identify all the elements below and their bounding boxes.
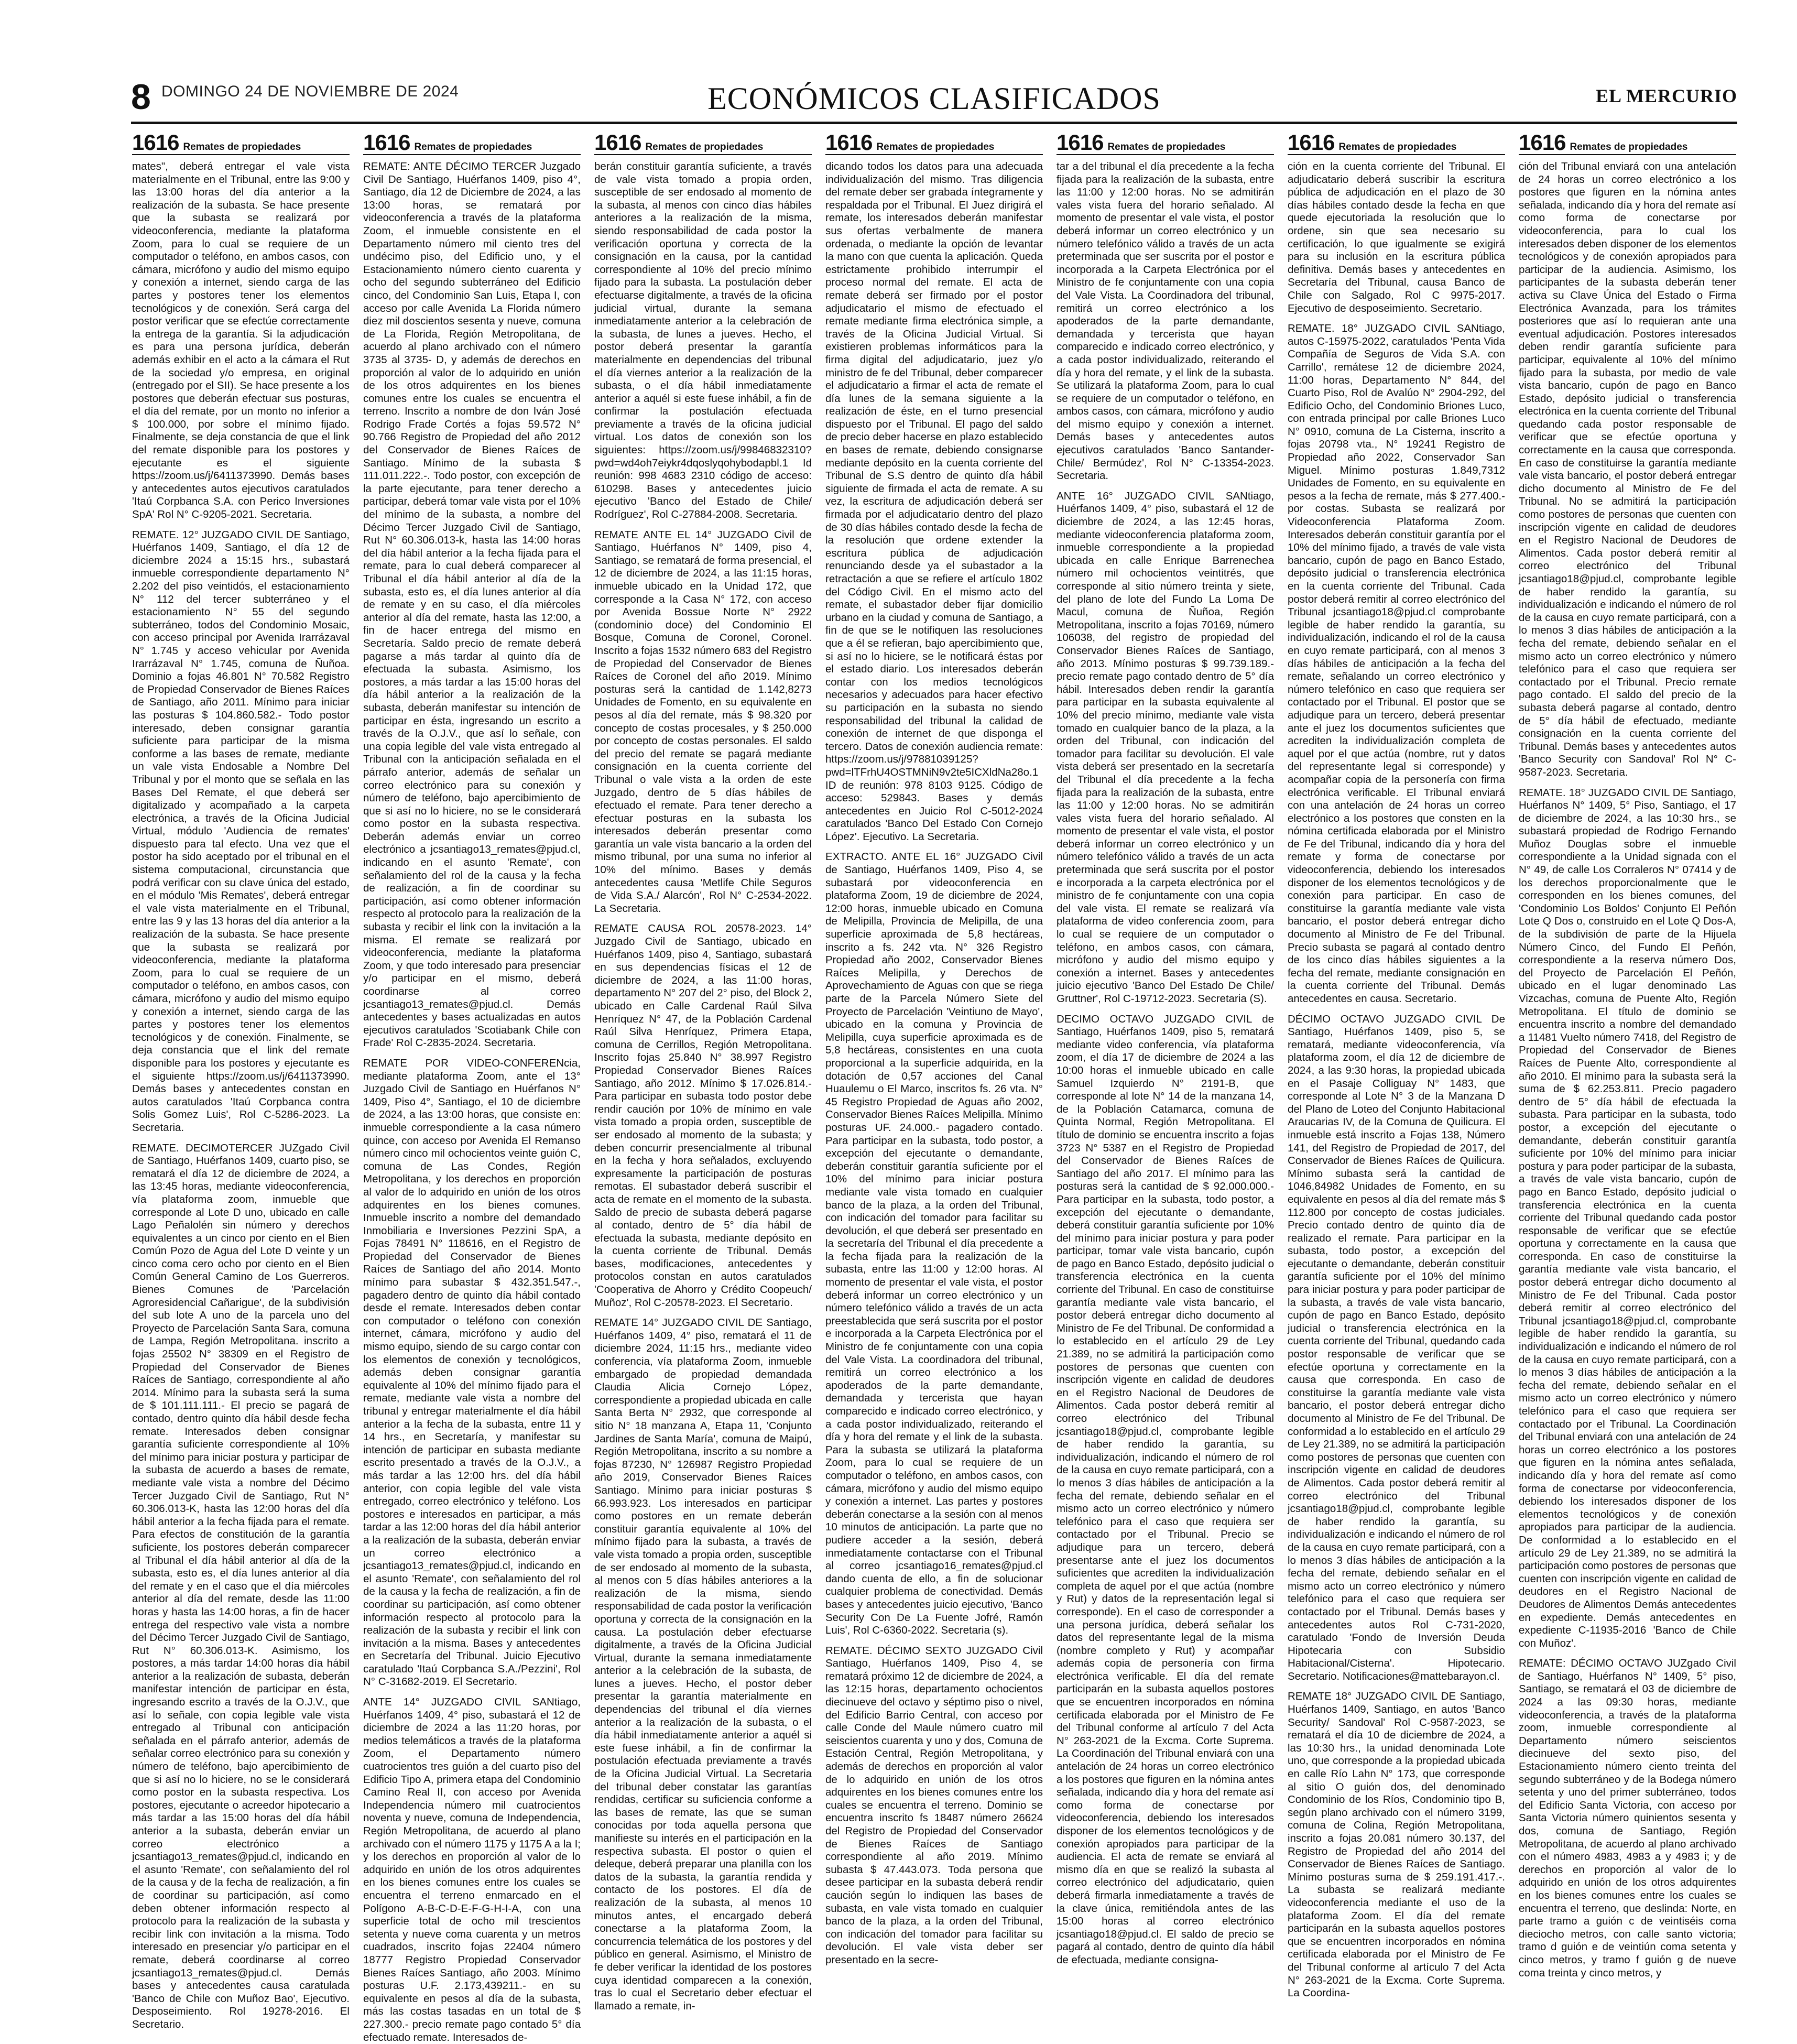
column-body: [132, 160, 350, 2031]
auction-notice: REMATE 14° JUZGADO CIVIL DE Santiago, Huérfanos 1409, 4° piso, rematará el 11 de diciembre 2024, 11:15 hrs., mediante video conferencia, vía plataforma Zoom, inmueble embargado de propiedad demandada Claudia Alicia Cornejo López, correspondiente a propiedad ubicada en calle Santa Berta N° 2932, que corresponde al sitio N° 18 manzana A, Etapa 11, 'Conjunto Jardines de Santa María', comuna de Maipú, Región Metropolitana, inscrito a su nombre a fojas 87230, N° 126987 Registro Propiedad año 2019, Conservador Bienes Raíces Santiago. Mínimo para iniciar posturas $ 66.993.923. Los interesados en participar como postores en un remate deberán constituir garantía equivalente al 10% del mínimo fijado para la subasta, a través de vale vista tomado a propia orden, susceptible de ser endosado al momento de la subasta, al menos con 5 días hábiles anteriores a la realización de la misma, siendo responsabilidad de cada postor la verificación oportuna y correcta de la consignación en la causa. La postulación deber efectuarse digitalmente, a través de la Oficina Judicial Virtual, durante la semana inmediatamente anterior a la celebración de la subasta, de lunes a jueves. Hecho, el postor deber presentar la garantía materialmente en dependencias del tribunal el día viernes anterior a la realización de la subasta, o el día hábil inmediatamente anterior a aquél si este fuese inhábil, a fin de confirmar la postulación efectuada previamente a través de la Oficina Judicial Virtual. La Secretaria del tribunal deber constatar las garantías rendidas, certificar su suficiencia conforme a las bases de remate, las que se suman conocidas por toda aquella persona que manifieste su interés en el participación en la respectiva subasta. El postor o quien el deleque, deberá preparar una planilla con los datos de la subasta, la garantía rendida y contacto de los postores. El día de realización de la subasta, al menos 10 minutos antes, el encargado deberá conectarse a la plataforma Zoom, la concurrencia telemática de los postores y del público en general. Asimismo, el Ministro de fe deber verificar la identidad de los postores cuya identidad comparecen a la conexión, tras lo cual el Secretario deber efectuar el llamado a remate, in-: [594, 1317, 812, 2012]
auction-notice: REMATE: ANTE DÉCIMO TERCER Juzgado Civil De Santiago, Huérfanos 1409, piso 4°, Santiago, día 12 de Diciembre de 2024, a las 13:00 horas, se rematará por videoconferencia a través de la plataforma Zoom, el inmueble consistente en el Departamento número mil ciento tres del undécimo piso, del Edificio uno, y el Estacionamiento número ciento cuarenta y ocho del segundo subterráneo del Edificio cinco, del Condominio San Luis, Etapa I, con acceso por calle Avenida La Florida número diez mil doscientos sesenta y nueve, comuna de La Florida, Región Metropolitana, de acuerdo al plano archivado con el número 3735 al 3735- D, y además de derechos en proporción al valor de lo adquirido en unión de los otros adquirentes en los bienes comunes entre los cuales se encuentra el terreno. Inscrito a nombre de don Iván José Rodrigo Frade Cortés a fojas 59.572 N° 90.766 Registro de Propiedad del año 2012 del Conservador de Bienes Raíces de Santiago. Mínimo de la subasta $ 111.011.222.-. Todo postor, con excepción de la parte ejecutante, para tener derecho a participar, deberá tomar vale vista por el 10% del mínimo de la subasta, a nombre del Décimo Tercer Juzgado Civil de Santiago, Rut N° 60.306.013-k, hasta las 14:00 horas del día hábil anterior a la fecha fijada para el remate, para lo cual deberá comparecer al Tribunal el día hábil anterior al día de la subasta, esto es, el día lunes anterior al día de remate y en su caso, el día miércoles anterior al día del remate, hasta las 12:00, a fin de hacer entrega del mismo en Secretaría. Saldo precio de remate deberá pagarse a más tardar al quinto día de efectuada la subasta. Asimismo, los postores, a más tardar a las 15:00 horas del día hábil anterior a la realización de la subasta, deberán manifestar su intención de participar en ésta, ingresando un escrito a través de la O.J.V., que así lo señale, con una copia legible del vale vista entregado al Tribunal con la anticipación señalada en el párrafo anterior, además de señalar un correo electrónico para su conexión y número de teléfono, bajo apercibimiento de que si así no lo hiciere, no se le considerará como postor en la subasta respectiva. Deberán además enviar un correo electrónico a jcsantiago13_remates@pjud.cl, indicando en el asunto 'Remate', con señalamiento del rol de la causa y la fecha de realización, a fin de coordinar su participación, así como obtener información respecto al protocolo para la realización de la subasta y recibir el link con la invitación a la misma. El remate se realizará por videoconferencia, mediante la plataforma Zoom, y que todo interesado para presenciar y/o participar en el mismo, deberá coordinarse al correo jcsantiago13_remates@pjud.cl. Demás antecedentes y bases actualizadas en autos ejecutivos caratulados 'Scotiabank Chile con Frade' Rol C-2835-2024. Secretaria.: [363, 160, 581, 1049]
column-body: [363, 160, 581, 2044]
auction-notice: REMATE. 12° JUZGADO CIVIL DE Santiago, Huérfanos 1409, Santiago, el día 12 de diciembre 2024 a 15:15 hrs., subastará inmueble correspondiente departamento N° 2.202 del piso veintidós, el estacionamiento N° 112 del tercer subterráneo y el estacionamiento N° 55 del segundo subterráneo, todos del Condominio Mosaic, con acceso principal por Avenida Irarrázaval N° 1.745 y acceso vehicular por Avenida Irarrázaval N° 1.745, comuna de Ñuñoa. Dominio a fojas 46.801 N° 70.582 Registro de Propiedad Conservador de Bienes Raíces de Santiago, año 2011. Mínimo para iniciar las posturas $ 104.860.582.- Todo postor interesado, deben consignar garantía suficiente para participar de la misma conforme a las bases de remate, mediante un vale vista Endosable a Nombre Del Tribunal y por el monto que se señala en las Bases Del Remate, el que deberá ser digitalizado y acompañado a la carpeta electrónica, a través de la Oficina Judicial Virtual, módulo 'Audiencia de remates' dispuesto para tal efecto. Una vez que el postor ha sido aceptado por el tribunal en el sistema computacional, circunstancia que podrá verificar con su clave única del estado, en el módulo 'Mis Remates', deberá entregar el vale vista materialmente en el Tribunal, entre las 9 y las 13 horas del día anterior a la realización de la subasta. Se hace presente que la subasta se realizará por videoconferencia, mediante la plataforma Zoom, para lo cual se requiere de un computador o teléfono, en ambos casos, con cámara, micrófono y audio del mismo equipo y conexión a internet, siendo carga de las partes y postores tener los elementos tecnológicos y de conexión. Finalmente, se deja constancia que el link del remate disponible para los postores y ejecutante es el siguiente https://zoom.us/j/6411373990. Demás bases y antecedentes constan en autos caratulados 'Itaú Corpbanca contra Solis Gomez Luis', Rol C-5286-2023. La Secretaria.: [132, 528, 350, 1134]
column-6: [1288, 128, 1505, 1999]
auction-notice: REMATE. DÉCIMO SEXTO JUZGADO Civil Santiago, Huérfanos 1409, Piso 4, se rematará próximo 12 de diciembre de 2024, a las 12:15 horas, departamento ochocientos diecinueve del octavo y séptimo piso o nivel, del Edificio Barrio Central, con acceso por calle Conde del Maule número cuatro mil seiscientos cuarenta y uno y dos, Comuna de Estación Central, Región Metropolitana, y además de derechos en proporción al valor de lo adquirido en unión de los otros adquirentes en los bienes comunes entre los cuales se encuentra el terreno. Dominio se encuentra inscrito fs 18487 número 26624 del Registro de Propiedad del Conservador de Bienes Raíces de Santiago correspondiente al año 2019. Mínimo subasta $ 47.443.073. Toda persona que desee participar en la subasta deberá rendir caución según lo indiquen las bases de subasta, en vale vista tomado en cualquier banco de la plaza, a la orden del Tribunal, con indicación del tomador para facilitar su devolución. El vale vista deber ser presentado en la secre-: [825, 1644, 1043, 1966]
auction-notice: REMATE. 18° JUZGADO CIVIL SANtiago, autos C-15975-2022, caratulados 'Penta Vida Compañía de Seguros de Vida S.A. con Carrillo', remátese 12 de diciembre 2024, 11:00 horas, Departamento N° 844, del Cuarto Piso, Rol de Avalúo N° 2904-292, del Edificio Ocho, del Condominio Briones Luco, con entrada principal por calle Briones Luco N° 0910, comuna de La Cisterna, inscrito a fojas 20798 vta., N° 19241 Registro de Propiedad año 2022, Conservador San Miguel. Mínimo posturas 1.849,7312 Unidades de Fomento, en su equivalente en pesos a la fecha de remate, más $ 277.400.- por costas. Subasta se realizará por Videoconferencia Plataforma Zoom. Interesados deberán constituir garantía por el 10% del mínimo fijado, a través de vale vista bancario, cupón de pago en Banco Estado, depósito judicial o transferencia electrónica en la cuenta corriente del Tribunal. Cada postor deberá remitir al correo electrónico del Tribunal jcsantiago18@pjud.cl comprobante legible de haber rendido la garantía, su individualización, indicando el rol de la causa en cuyo remate participará, con al menos 3 días hábiles de anticipación a la fecha del remate, señalando un correo electrónico y número telefónico en caso que requiera ser contactado por el Tribunal. El postor que se adjudique para un tercero, deberá presentar ante el juez los documentos suficientes que acrediten la individualización completa de aquel por el que actúa (nombre, rut y datos del representante legal si corresponde) y acompañar copia de la personería con firma electrónica verificable. El Tribunal enviará con una antelación de 24 horas un correo electrónico a los postores que consten en la nómina certificada elaborada por el Ministro de Fe del Tribunal, indicando día y hora del remate y forma de conectarse por videoconferencia, debiendo los interesados disponer de los elementos tecnológicos y de conexión para participar. En caso de constituirse la garantía mediante vale vista bancario, el postor deberá entregar dicho documento al Ministro de Fe del Tribunal. Precio subasta se pagará al contado dentro de los cinco días hábiles siguientes a la fecha del remate, mediante consignación en la cuenta corriente del Tribunal. Demás antecedentes en causa. Secretario.: [1288, 322, 1505, 1005]
auction-notice: mates", deberá entregar el vale vista materialmente en el Tribunal, entre las 9:00 y las 13:00 horas del día anterior a la realización de la subasta. Se hace presente que la subasta se realizará por videoconferencia, mediante la plataforma Zoom, para lo cual se requiere de un computador o teléfono, en ambos casos, con cámara, micrófono y audio del mismo equipo y conexión a internet, siendo carga de las partes y postores tener los elementos tecnológicos y de conexión. Será carga del postor verificar que se efectúe correctamente la entrega de la garantía. Si la adjudicación es para una persona jurídica, deberán además exhibir en el acto a la cámara el Rut de la sociedad y/o empresa, en original (entregado por el SII). Se hace presente a los postores que deberán efectuar sus posturas, el día del remate, por un monto no inferior a $ 100.000, por sobre el mínimo fijado. Finalmente, se deja constancia de que el link del remate disponible para los postores y ejecutante es el siguiente https://zoom.us/j/6411373990. Demás bases y antecedentes autos ejecutivos caratulados 'Itaú Corpbanca S.A. con Perico Inversiones SpA' Rol N° C-9205-2021. Secretaria.: [132, 160, 350, 521]
column-5: [1057, 128, 1274, 1966]
category-label: Remates de propiedades: [414, 142, 532, 153]
column-1: [132, 128, 350, 2030]
auction-notice: tar a del tribunal el día precedente a la fecha fijada para la realización de la subasta, entre las 11:00 y 12:00 horas. No se admitirán vales vista fuera del horario señalado. Al momento de presentar el vale vista, el postor deberá informar un correo electrónico y un número telefónico válido a través de un acta preterminada que ser suscrita por el postor e incorporada a la Carpeta Electrónica por el Ministro de fe conjuntamente con una copia del Vale Vista. La Coordinadora del tribunal, remitirá un correo electrónico a los apoderados de la parte demandante, demandada y tercerista que hayan comparecido e indicado correo electrónico, y a cada postor individualizado, reiterando el día y hora del remate, y el link de la subasta. Se utilizará la plataforma Zoom, para lo cual se requiere de un computador o teléfono, en ambos casos, con cámara, micrófono y audio del mismo equipo y conexión a internet. Demás bases y antecedentes autos ejecutivos caratulados 'Banco Santander-Chile/ Bermúdez', Rol N° C-13354-2023. Secretaria.: [1057, 160, 1274, 482]
section-title: ECONÓMICOS CLASIFICADOS: [707, 81, 1161, 116]
column-body: [594, 160, 812, 2013]
auction-notice: ANTE 16° JUZGADO CIVIL SANtiago, Huérfanos 1409, 4° piso, subastará el 12 de diciembre de 2024, a las 12:45 horas, mediante videoconferencia plataforma zoom, inmueble correspondiente a la propiedad ubicada en calle Enrique Barrenechea número mil ochocientos veintitrés, que corresponde al sitio número treinta y siete, del plano de lote del Fundo La Loma De Macul, comuna de Ñuñoa, Región Metropolitana, inscrito a fojas 70169, número 106038, del registro de propiedad del Conservador Bienes Raíces de Santiago, año 2013. Mínimo posturas $ 99.739.189.- precio remate pago contado dentro de 5° día hábil. Interesados deben rendir la garantía para participar en la subasta equivalente al 10% del precio mínimo, mediante vale vista tomado en cualquier banco de la plaza, a la orden del Tribunal, con indicación del tomador para facilitar su devolución. El vale vista deberá ser presentado en la secretaría del Tribunal el día precedente a la fecha fijada para la realización de la subasta, entre las 11:00 y 12:00 horas. No se admitirán vales vista fuera del horario señalado. Al momento de presentar el vale vista, el postor deberá informar un correo electrónico y un número telefónico válido a través de un acta preterminada que será suscrita por el postor e incorporada a la carpeta electrónica por el ministro de fe conjuntamente con una copia del vale vista. El remate se realizará vía plataforma de video conferencia zoom, para lo cual se requiere de un computador o teléfono, en ambos casos, con cámara, micrófono y audio del mismo equipo y conexión a internet. Bases y antecedentes juicio ejecutivo 'Banco Del Estado De Chile/ Gruttner', Rol C-19712-2023. Secretaria (S).: [1057, 490, 1274, 1005]
publication-name: EL MERCURIO: [1595, 85, 1737, 106]
auction-notice: DECIMO OCTAVO JUZGADO CIVIL de Santiago, Huérfanos 1409, piso 5, rematará mediante video conferencia, vía plataforma zoom, el día 17 de diciembre de 2024 a las 10:00 horas el inmueble ubicado en calle Samuel Izquierdo N° 2191-B, que corresponde al lote N° 14 de la manzana 14, de la Población Catamarca, comuna de Quinta Normal, Región Metropolitana. El título de dominio se encuentra inscrito a fojas 3723 N° 5387 en el Registro de Propiedad del Conservador de Bienes Raíces de Santiago del año 2017. El mínimo para las posturas será la cantidad de $ 92.000.000.- Para participar en la subasta, todo postor, a excepción del ejecutante o demandante, deberá constituir garantía suficiente por 10% del mínimo para iniciar postura y para poder participar, tomar vale vista bancario, cupón de pago en Banco Estado, depósito judicial o transferencia electrónica en la cuenta corriente del Tribunal. En caso de constituirse garantía mediante vale vista bancario, el postor deberá entregar dicho documento al Ministro de Fe del Tribunal. De conformidad a lo establecido en el artículo 29 de Ley 21.389, no se admitirá la participación como postores de personas que cuenten con inscripción vigente en calidad de deudores en el Registro Nacional de Deudores de Alimentos. Cada postor deberá remitir al correo electrónico del Tribunal jcsantiago18@pjud.cl, comprobante legible de haber rendido la garantía, su individualización, indicando el número de rol de la causa en cuyo remate participará, con a lo menos 3 días hábiles de anticipación a la fecha del remate, debiendo señalar en el mismo acto un correo electrónico y número telefónico para el caso que requiera ser contactado por el Tribunal. Precio se adjudique para un tercero, deberá presentarse ante el juez los documentos suficientes que acrediten la individualización completa de aquel por el que actúa (nombre y Rut) y datos de la representación legal si corresponde). En el caso de corresponder a una persona jurídica, deberá señalar los datos del representante legal de la misma (nombre completo y Rut) y acompañar además copia de personería con firma electrónica verificable. El día del remate participarán en la subasta aquellos postores que se encuentren incorporados en nómina certificada elaborada por el Ministro de Fe del Tribunal conforme al artículo 7 del Acta N° 263-2021 de la Excma. Corte Suprema. La Coordinación del Tribunal enviará con una antelación de 24 horas un correo electrónico a los postores que figuren en la nómina antes señalada, indicando día y hora del remate así como forma de conectarse por videoconferencia, debiendo los interesados disponer de los elementos tecnológicos y de conexión apropiados para participar de la audiencia. El acta de remate se enviará al mismo día en que se realizó la subasta al correo electrónico del adjudicatario, quien deberá firmarla inmediatamente a través de la clave única, remitiéndola antes de las 15:00 horas al correo electrónico jcsantiago18@pjud.cl. El saldo de precio se pagará al contado, dentro de quinto día hábil de efectuada, mediante consigna-: [1057, 1013, 1274, 1966]
column-4: [825, 128, 1043, 1966]
column-header: [594, 128, 812, 155]
column-header: [1288, 128, 1505, 155]
column-body: [1288, 160, 1505, 2000]
column-7: [1519, 128, 1736, 1979]
auction-notice: REMATE POR VIDEO-CONFERENcia, mediante plataforma Zoom, ante el 13° Juzgado Civil de Santiago en Huérfanos N° 1409, Piso 4°, Santiago, el 10 de diciembre de 2024, a las 13:00 horas, que consiste en: inmueble correspondiente a la casa número quince, con acceso por Avenida El Remanso número cinco mil ochocientos veinte guión C, comuna de Las Condes, Región Metropolitana, y los derechos en proporción al valor de lo adquirido en unión de los otros adquirentes en los bienes comunes. Inmueble inscrito a nombre del demandado Inmobiliaria e Inversiones Pezzini SpA, a Fojas 78491 N° 118616, en el Registro de Propiedad del Conservador de Bienes Raíces de Santiago del año 2014. Monto mínimo para subastar $ 432.351.547.-, pagadero dentro de quinto día hábil contado desde el remate. Interesados deben contar con computador o teléfono con conexión internet, cámara, micrófono y audio del mismo equipo, siendo de su cargo contar con los elementos de conexión y tecnológicos, además deben consignar garantía equivalente al 10% del mínimo fijado para el remate, mediante vale vista a nombre del tribunal y entregar materialmente el día hábil anterior a la fecha de la subasta, entre 11 y 14 hrs., en Secretaría, y manifestar su intención de participar en subasta mediante escrito presentado a través de la O.J.V., a más tardar a las 12:00 hrs. del día hábil anterior, con copia legible del vale vista entregado, correo electrónico y teléfono. Los postores e interesados en participar, a más tardar a las 12:00 horas del día hábil anterior a la realización de la subasta, deberán enviar un correo electrónico a jcsantiago13_remates@pjud.cl, indicando en el asunto 'Remate', con señalamiento del rol de la causa y la fecha de realización, a fin de coordinar su participación, así como obtener información respecto al protocolo para la realización de la subasta y recibir el link con invitación a la misma. Bases y antecedentes en Secretaría del Tribunal. Juicio Ejecutivo caratulado 'Itaú Corpbanca S.A./Pezzini', Rol N° C-31682-2019. El Secretario.: [363, 1057, 581, 1688]
auction-notice: dicando todos los datos para una adecuada individualización del mismo. Tras diligencia del remate deber ser grabada íntegramente y respaldada por el Tribunal. El Juez dirigirá el remate, los interesados deberán manifestar sus ofertas verbalmente de manera ordenada, o mediante la opción de levantar la mano con que cuenta la aplicación. Queda estrictamente prohibido interrumpir el proceso normal del remate. El acta de remate deberá ser firmado por el postor adjudicatario el mismo de efectuado el remate mediante firma electrónica simple, a través de la Oficina Judicial Virtual. Si existieren problemas informáticos para la firma digital del adjudicatario, juez y/o ministro de fe del Tribunal, deber comparecer el adjudicatario a firmar el acta de remate el día lunes de la semana siguiente a la realización de éste, en el turno presencial dispuesto por el Tribunal. El pago del saldo de precio deber hacerse en plazo establecido en bases de remate, debiendo consignarse mediante depósito en la cuenta corriente del Tribunal de S.S dentro de quinto día hábil siguiente de firmada el acta de remate. A su vez, la escritura de adjudicación deberá ser firmada por el adjudicatario dentro del plazo de 30 días hábiles contado desde la fecha de la resolución que ordene extender la escritura pública de adjudicación renunciando desde ya el subastador a la retractación a que se refiere el artículo 1802 del Código Civil. En el mismo acto del remate, el subastador deber fijar domicilio urbano en la ciudad y comuna de Santiago, a fin de que se le notifiquen las resoluciones que a él se refieran, bajo apercibimiento que, si así no lo hiciere, se le notificará éstas por el estado diario. Los interesados deberán contar con los medios tecnológicos necesarios y adecuados para hacer efectivo su participación en la subasta no siendo responsabilidad del tribunal la calidad de conexión de internet de que disponga el tercero. Datos de conexión audiencia remate: https://zoom.us/j/97881039125?pwd=lTFrhU4OSTMNiN9v2te5ICXldNa28o.1 ID de reunión: 978 8103 9125. Código de acceso: 529843. Bases y demás antecedentes en Juicio Rol C-5012-2024 caratulados 'Banco Del Estado Con Cornejo López'. Ejecutivo. La Secretaria.: [825, 160, 1043, 843]
category-label: Remates de propiedades: [183, 142, 301, 153]
auction-notice: ción en la cuenta corriente del Tribunal. El adjudicatario deberá suscribir la escritura pública de adjudicación en el plazo de 30 días hábiles contado desde la fecha en que quede ejecutoriada la resolución que lo ordene, sin que sea necesario su certificación, lo que igualmente se exigirá para su inclusión en la escritura pública definitiva. Demás bases y antecedentes en Secretaría del Tribunal, causa Banco de Chile con Salgado, Rol C 9975-2017. Ejecutivo de desposeimiento. Secretario.: [1288, 160, 1505, 314]
column-body: [1519, 160, 1736, 1980]
auction-notice: REMATE: DÉCIMO OCTAVO JUZgado Civil de Santiago, Huérfanos N° 1409, 5° piso, Santiago, se rematará el 03 de diciembre de 2024 a las 09:30 horas, mediante videoconferencia, a través de la plataforma zoom, inmueble correspondiente al Departamento número seiscientos diecinueve del sexto piso, del Estacionamiento número ciento treinta del segundo subterráneo y de la Bodega número setenta y uno del primer subterráneo, todos del Edificio Santa Victoria, con acceso por Santa Victoria número quinientos sesenta y dos, comuna de Santiago, Región Metropolitana, de acuerdo al plano archivado con el número 4983, 4983 a y 4983 i; y de derechos en proporción al valor de lo adquirido en unión de los otros adquirentes en los bienes comunes entre los cuales se encuentra el terreno, que deslinda: Norte, en parte tramo a guión c de veintiséis coma dieciocho metros, con calle santo victoria; tramo d guión e de veintiún coma setenta y cinco metros, y tramo f guión g de nueve coma treinta y cinco metros, y: [1519, 1657, 1736, 1979]
column-2: [363, 128, 581, 2043]
category-code: 1616: [363, 130, 410, 155]
auction-notice: EXTRACTO. ANTE EL 16° JUZGADO Civil de Santiago, Huérfanos 1409, Piso 4, se subastará por videoconferencia en plataforma Zoom, 19 de diciembre de 2024, 12:00 horas, inmueble ubicado en Comuna de Melipilla, Provincia de Melipilla, de una superficie aproximada de 5,8 hectáreas, inscrito a fs. 242 vta. N° 326 Registro Propiedad año 2002, Conservador Bienes Raíces Melipilla, y Derechos de Aprovechamiento de Aguas con que se riega parte de la Parcela Número Siete del Proyecto de Parcelación 'Veintiuno de Mayo', ubicado en la comuna y Provincia de Melipilla, cuya superficie aproximada es de 5,8 hectáreas, consistentes en una cuota proporcional a la superficie adquirida, en la dotación de 0,57 acciones del Canal Huaulemu o El Marco, inscritos fs. 26 vta. N° 45 Registro Propiedad de Aguas año 2002, Conservador Bienes Raíces Melipilla. Mínimo posturas UF. 24.000.- pagadero contado. Para participar en la subasta, todo postor, a excepción del ejecutante o demandante, deberán constituir garantía suficiente por el 10% del mínimo para iniciar postura mediante vale vista tomado en cualquier banco de la plaza, a la orden del Tribunal, con indicación del tomador para facilitar su devolución, el que deberá ser presentado en la secretaría del Tribunal el día precedente a la fecha fijada para la realización de la subasta, entre las 11:00 y 12:00 horas. Al momento de presentar el vale vista, el postor deberá informar un correo electrónico y un número telefónico válido a través de un acta preestablecida que será suscrita por el postor e incorporada a la Carpeta Electrónica por el Ministro de fe conjuntamente con una copia del Vale Vista. La coordinadora del tribunal, remitirá un correo electrónico a los apoderados de la parte demandante, demandada y tercerista que hayan comparecido e indicado correo electrónico, y a cada postor individualizado, reiterando el día y hora del remate y el link de la subasta. Para la subasta se utilizará la plataforma Zoom, para lo cual se requiere de un computador o teléfono, en ambos casos, con cámara, micrófono y audio del mismo equipo y conexión a internet. Las partes y postores deberán conectarse a la sesión con al menos 10 minutos de anticipación. La parte que no pudiere acceder a la sesión, deberá inmediatamente contactarse con el Tribunal al correo jcsantiago16_remates@pjud.cl dando cuenta de ello, a fin de solucionar cualquier problema de conectividad. Demás bases y antecedentes juicio ejecutivo, 'Banco Security Con De La Fuente Jofré, Ramón Luis', Rol C-6360-2022. Secretaria (s).: [825, 851, 1043, 1637]
column-body: [825, 160, 1043, 1967]
category-code: 1616: [1288, 130, 1335, 155]
category-code: 1616: [1519, 130, 1566, 155]
auction-notice: REMATE 18° JUZGADO CIVIL DE Santiago, Huérfanos 1409, Santiago, en autos 'Banco Security/ Sandoval' Rol C-9587-2023, se rematará el día 10 de diciembre de 2024, a las 10:30 hrs., la unidad denominada Lote uno, que corresponde a la propiedad ubicada en calle Río Lahn N° 173, que corresponde al sitio O guión dos, del denominado Condominio de los Ríos, Condominio tipo B, según plano archivado con el número 3199, comuna de Colina, Región Metropolitana, inscrito a fojas 20.081 número 30.137, del Registro de Propiedad del año 2014 del Conservador de Bienes Raíces de Santiago. Mínimo posturas suma de $ 259.191.417.-. La subasta se realizará mediante videoconferencia mediante el uso de la plataforma Zoom. El día del remate participarán en la subasta aquellos postores que se encuentren incorporados en nómina certificada elaborada por el Ministro de Fe del Tribunal conforme al artículo 7 del Acta N° 263-2021 de la Excma. Corte Suprema. La Coordina-: [1288, 1690, 1505, 1999]
masthead: [131, 79, 1737, 119]
column-header: [132, 128, 350, 155]
column-header: [363, 128, 581, 155]
column-body: [1057, 160, 1274, 1967]
masthead-rule: [131, 122, 1737, 124]
category-label: Remates de propiedades: [645, 142, 764, 153]
auction-notice: ANTE 14° JUZGADO CIVIL SANtiago, Huérfanos 1409, 4° piso, subastará el 12 de diciembre de 2024 a las 11:20 horas, por medios telemáticos a través de la plataforma Zoom, el Departamento número cuatrocientos tres guión a del cuarto piso del Edificio Tipo A, primera etapa del Condominio Camino Real II, con acceso por Avenida Independencia número mil cuatrocientos noventa y nueve, comuna de Independencia, Región Metropolitana, de acuerdo al plano archivado con el número 1175 y 1175 A a la I; y los derechos en proporción al valor de lo adquirido en unión de los otros adquirentes en los bienes comunes entre los cuales se encuentra el terreno enmarcado en el Polígono A-B-C-D-E-F-G-H-I-A, con una superficie total de ocho mil trescientos setenta y nueve coma cuarenta y un metros cuadrados, inscrito fojas 22404 número 18777 Registro Propiedad Conservador Bienes Raíces Santiago, año 2003. Mínimo posturas U.F. 2.173,439211.- en su equivalente en pesos al día de la subasta, más las costas tasadas en un total de $ 227.300.- precio remate pago contado 5° día efectuado remate. Interesados de-: [363, 1696, 581, 2043]
category-code: 1616: [1057, 130, 1104, 155]
category-code: 1616: [132, 130, 179, 155]
auction-notice: REMATE ANTE EL 14° JUZGADO Civil de Santiago, Huérfanos N° 1409, piso 4, Santiago, se rematará de forma presencial, el 12 de diciembre de 2024, a las 11:15 horas, inmueble ubicado en la Unidad 172, que corresponde a la Casa N° 172, con acceso por Avenida Bossue Norte N° 2922 (condominio doce) del Condominio El Bosque, Comuna de Coronel, Coronel. Inscrito a fojas 1532 número 683 del Registro de Propiedad del Conservador de Bienes Raíces de Coronel del año 2019. Mínimo posturas será la cantidad de 1.142,8273 Unidades de Fomento, en su equivalente en pesos al día del remate, más $ 98.320 por concepto de costas procesales, y $ 250.000 por concepto de costas personales. El saldo del precio del remate se pagará mediante consignación en la cuenta corriente del Tribunal o vale vista a la orden de este Juzgado, dentro de 5 días hábiles de efectuado el remate. Para tener derecho a efectuar posturas en la subasta los interesados deberán presentar como garantía un vale vista bancario a la orden del mismo tribunal, por una suma no inferior al 10% del mínimo. Bases y demás antecedentes causa 'Metlife Chile Seguros de Vida S.A./ Alarcón', Rol N° C-2534-2022. La Secretaria.: [594, 528, 812, 915]
category-label: Remates de propiedades: [1570, 142, 1688, 153]
auction-notice: REMATE. 18° JUZGADO CIVIL DE Santiago, Huérfanos N° 1409, 5° Piso, Santiago, el 17 de diciembre de 2024, a las 10:30 hrs., se subastará propiedad de Rodrigo Fernando Muñoz Douglas sobre el inmueble correspondiente a la Unidad signada con el N° 49, de calle Los Corraleros N° 07414 y de los derechos proporcionalmente que le corresponden en los bienes comunes, del 'Condominio Los Boldos' Conjunto El Peñón Lote Q Dos o, construido en el Lote Q Dos-A, de la subdivisión de parte de la Hijuela Número Cinco, del Fundo El Peñón, correspondiente a la reserva número Dos, del Proyecto de Parcelación El Peñón, ubicado en el lugar denominado Las Vizcachas, comuna de Puente Alto, Región Metropolitana. El título de dominio se encuentra inscrito a nombre del demandado a 11481 Vuelto número 7418, del Registro de Propiedad del Conservador de Bienes Raíces de Puente Alto, correspondiente al año 2010. El mínimo para la subasta será la suma de $ 62.253.811. Precio pagadero dentro de 5° día hábil de efectuada la subasta. Para participar en la subasta, todo postor, a excepción del ejecutante o demandante, deberán constituir garantía suficiente por 10% del mínimo para iniciar postura y para poder participar de la subasta, a través de vale vista bancario, cupón de pago en Banco Estado, depósito judicial o transferencia electrónica en la cuenta corriente del Tribunal quedando cada postor responsable de verificar que se efectúe oportuna y correctamente en la causa que corresponda. En caso de constituirse la garantía mediante vale vista bancario, el postor deberá entregar dicho documento al Ministro de Fe del Tribunal. Cada postor deberá remitir al correo electrónico del Tribunal jcsantiago18@pjud.cl, comprobante legible de haber rendido la garantía, su individualización e indicando el número de rol de la causa en cuyo remate participará, con a lo menos 3 días hábiles de anticipación a la fecha del remate, debiendo señalar en el mismo acto un correo electrónico y número telefónico para el caso que requiera ser contactado por el Tribunal. La Coordinación del Tribunal enviará con una antelación de 24 horas un correo electrónico a los postores que figuren en la nómina antes señalada, indicando día y hora del remate así como forma de conectarse por videoconferencia, debiendo los interesados disponer de los elementos tecnológicos y de conexión apropiados para participar de la audiencia. De conformidad a lo establecido en el artículo 29 de Ley 21.389, no se admitirá la participación como postores de personas que cuenten con inscripción vigente en calidad de deudores en el Registro Nacional de Deudores de Alimentos Demás antecedentes en expediente. Demás antecedentes en expediente C-11935-2016 'Banco de Chile con Muñoz'.: [1519, 786, 1736, 1649]
auction-notice: berán constituir garantía suficiente, a través de vale vista tomado a propia orden, susceptible de ser endosado al momento de la subasta, al menos con cinco días hábiles anteriores a la realización de la misma, siendo responsabilidad de cada postor la verificación oportuna y correcta de la consignación en la causa, por la cantidad correspondiente al 10% del precio mínimo fijado para la subasta. La postulación deber efectuarse digitalmente, a través de la oficina judicial virtual, durante la semana inmediatamente anterior a la celebración de la subasta, de lunes a jueves. Hecho, el postor deberá presentar la garantía materialmente en dependencias del tribunal el día viernes anterior a la realización de la subasta, o el día hábil inmediatamente anterior a aquél si este fuese inhábil, a fin de confirmar la postulación efectuada previamente a través de la oficina judicial virtual. Los datos de conexión son los siguientes: https://zoom.us/j/99846832310?pwd=wd4oh7eiykr4dqoslyqohybodapbl.1 Id reunión: 998 4683 2310 código de acceso: 610298. Bases y antecedentes juicio ejecutivo 'Banco del Estado de Chile/ Rodríguez', Rol C-27884-2008. Secretaria.: [594, 160, 812, 521]
auction-notice: REMATE. DECIMOTERCER JUZgado Civil de Santiago, Huérfanos 1409, cuarto piso, se rematará el día 12 de diciembre de 2024, a las 13:45 horas, mediante videoconferencia, vía plataforma zoom, inmueble que corresponde al Lote D uno, ubicado en calle Lago Peñalolén sin número y derechos equivalentes a un cinco por ciento en el Bien Común Pozo de Agua del Lote D veinte y un cinco coma cero ocho por ciento en el Bien Común General Camino de Los Guerreros. Bienes Comunes de 'Parcelación Agroresidencial Cañarigue', de la subdivisión del sub lote A uno de la parcela uno del Proyecto de Parcelación Santa Sara, comuna de Lampa, Región Metropolitana. inscrito a fojas 25502 N° 38309 en el Registro de Propiedad del Conservador de Bienes Raíces de Santiago, correspondiente al año 2014. Mínimo para la subasta será la suma de $ 101.111.111.- El precio se pagará de contado, dentro quinto día hábil desde fecha remate. Interesados deben consignar garantía suficiente correspondiente al 10% del mínimo para iniciar postura y participar de la subasta de acuerdo a bases de remate, mediante vale vista a nombre del Décimo Tercer Juzgado Civil de Santiago, Rut N° 60.306.013-K, hasta las 12:00 horas del día hábil anterior a la fecha fijada para el remate. Para efectos de constitución de la garantía suficiente, los postores deberán comparecer al Tribunal el día hábil anterior al día de la subasta, esto es, el día lunes anterior al día del remate y en el caso que el día miércoles anterior al día del remate, desde las 11:00 horas y hasta las 14:00 horas, a fin de hacer entrega del respectivo vale vista a nombre del Décimo Tercer Juzgado Civil de Santiago, Rut N° 60.306.013-K. Asimismo, los postores, a más tardar 14:00 horas día hábil anterior a la realización de subasta, deberán manifestar intención de participar en ésta, ingresando escrito a través de la O.J.V., que así lo señale, con copia legible vale vista entregado al Tribunal con anticipación señalada en el párrafo anterior, además de señalar correo electrónico para su conexión y número de teléfono, bajo apercibimiento de que si así no lo hiciere, no se le considerará como postor en la subasta respectiva. Los postores, ejecutante o acreedor hipotecario a más tardar a las 15:00 horas del día hábil anterior a la subasta, deberán enviar un correo electrónico a jcsantiago13_remates@pjud.cl, indicando en el asunto 'Remate', con señalamiento del rol de la causa y de la fecha de realización, a fin de coordinar su participación, así como deben obtener información respecto al protocolo para la realización de la subasta y recibir link con invitación a la misma. Todo interesado en presenciar y/o participar en el remate, deberá coordinarse al correo jcsantiago13_remates@pjud.cl. Demás bases y antecedentes causa caratulada 'Banco de Chile con Muñoz Bao', Ejecutivo. Desposeimiento. Rol 19278-2016. El Secretario.: [132, 1141, 350, 2030]
column-header: [825, 128, 1043, 155]
column-header: [1519, 128, 1736, 155]
auction-notice: ción del Tribunal enviará con una antelación de 24 horas un correo electrónico a los postores que figuren en la nómina antes señalada, indicando día y hora del remate así como forma de conectarse por videoconferencia, para lo cual los interesados deben disponer de los elementos tecnológicos y de conexión apropiados para participar de la audiencia. Asimismo, los participantes de la subasta deberán tener activa su Clave Única del Estado o Firma Electrónica Avanzada, para los trámites posteriores que así lo requieran ante una eventual adjudicación. Postores interesados deben rendir garantía suficiente para participar, equivalente al 10% del mínimo fijado para la subasta, por medio de vale vista bancario, cupón de pago en Banco Estado, depósito judicial o transferencia electrónica en la cuenta corriente del Tribunal quedando cada postor responsable de verificar que se efectúe oportuna y correctamente en la causa que corresponda. En caso de constituirse la garantía mediante vale vista bancario, el postor deberá entregar dicho documento al Ministro de Fe del Tribunal. No se admitirá la participación como postores de personas que cuenten con inscripción vigente en calidad de deudores en el Registro Nacional de Deudores de Alimentos. Cada postor deberá remitir al correo electrónico del Tribunal jcsantiago18@pjud.cl, comprobante legible de haber rendido la garantía, su individualización e indicando el número de rol de la causa en cuyo remate participará, con a lo menos 3 días hábiles de anticipación a la fecha del remate, debiendo señalar en el mismo acto un correo electrónico y número telefónico para el caso que requiera ser contactado por el Tribunal. Precio remate pago contado. El saldo del precio de la subasta deberá pagarse al contado, dentro de 5° día hábil de efectuado, mediante consignación en la cuenta corriente del Tribunal. Demás bases y antecedentes autos 'Banco Security con Sandoval' Rol N° C-9587-2023. Secretaria.: [1519, 160, 1736, 778]
page-number: 8: [131, 77, 151, 117]
auction-notice: DÉCIMO OCTAVO JUZGADO CIVIL De Santiago, Huérfanos 1409, piso 5, se rematará, mediante videoconferencia, vía plataforma zoom, el día 12 de diciembre de 2024, a las 9:30 horas, la propiedad ubicada en el Pasaje Colliguay N° 1483, que corresponde al Lote N° 3 de la Manzana D del Plano de Loteo del Conjunto Habitacional Araucarias IV, de la Comuna de Quilicura. El inmueble está inscrito a Fojas 138, Número 141, del Registro de Propiedad de 2017, del Conservador de Bienes Raíces de Quilicura. Mínimo subasta será la cantidad de 1046,84982 Unidades de Fomento, en su equivalente en pesos al día del remate más $ 112.800 por concepto de costas judiciales. Precio contado dentro de quinto día de realizado el remate. Para participar en la subasta, todo postor, a excepción del ejecutante o demandante, deberán constituir garantía suficiente por el 10% del mínimo para iniciar postura y para poder participar de la subasta, a través de vale vista bancario, cupón de pago en Banco Estado, depósito judicial o transferencia electrónica en la cuenta corriente del Tribunal, quedando cada postor responsable de verificar que se efectúe oportuna y correctamente en la causa que corresponda. En caso de constituirse la garantía mediante vale vista bancario, el postor deberá entregar dicho documento al Ministro de Fe del Tribunal. De conformidad a lo establecido en el artículo 29 de Ley 21.389, no se admitirá la participación como postores de personas que cuenten con inscripción vigente en calidad de deudores de Alimentos. Cada postor deberá remitir al correo electrónico del Tribunal jcsantiago18@pjud.cl, comprobante legible de haber rendido la garantía, su individualización e indicando el número de rol de la causa en cuyo remate participará, con a lo menos 3 días hábiles de anticipación a la fecha del remate, debiendo señalar en el mismo acto un correo electrónico y número telefónico para el caso que requiera ser contactado por el Tribunal. Demás bases y antecedentes autos Rol C-731-2020, caratulado 'Fondo de Inversión Deuda Hipotecaria con Subsidio Habitacional/Cisterna'. Hipotecario. Secretario. Notificaciones@mattebarayon.cl.: [1288, 1013, 1505, 1682]
column-header: [1057, 128, 1274, 155]
page-date: DOMINGO 24 DE NOVIEMBRE DE 2024: [161, 83, 459, 100]
category-code: 1616: [825, 130, 873, 155]
category-label: Remates de propiedades: [1338, 142, 1457, 153]
auction-notice: REMATE CAUSA ROL 20578-2023. 14° Juzgado Civil de Santiago, ubicado en Huérfanos 1409, piso 4, Santiago, subastará en sus dependencias físicas el 12 de diciembre de 2024, a las 11:00 horas, departamento N° 207 del 2° piso, del Block 2, ubicado en Calle Cardenal Raúl Silva Henríquez N° 47, de la Población Cardenal Raúl Silva Henríquez, Primera Etapa, comuna de Cerrillos, Región Metropolitana. Inscrito fojas 25.840 N° 38.997 Registro Propiedad Conservador Bienes Raíces Santiago, año 2012. Mínimo $ 17.026.814.- Para participar en subasta todo postor debe rendir caución por 10% de mínimo en vale vista tomado a propia orden, susceptible de ser endosado al momento de la subasta; y deben concurrir presencialmente al tribunal en la fecha y hora señalados, excluyendo expresamente la participación de posturas remotas. El subastador deberá suscribir el acta de remate en el momento de la subasta. Saldo de precio de subasta deberá pagarse al contado, dentro de 5° día hábil de efectuada la subasta, mediante depósito en la cuenta corriente de Tribunal. Demás bases, modificaciones, antecedentes y protocolos constan en autos caratulados 'Cooperativa de Ahorro y Crédito Coopeuch/ Muñoz', Rol C-20578-2023. El Secretario.: [594, 922, 812, 1309]
category-label: Remates de propiedades: [876, 142, 995, 153]
category-label: Remates de propiedades: [1107, 142, 1226, 153]
column-3: [594, 128, 812, 2012]
category-code: 1616: [594, 130, 641, 155]
